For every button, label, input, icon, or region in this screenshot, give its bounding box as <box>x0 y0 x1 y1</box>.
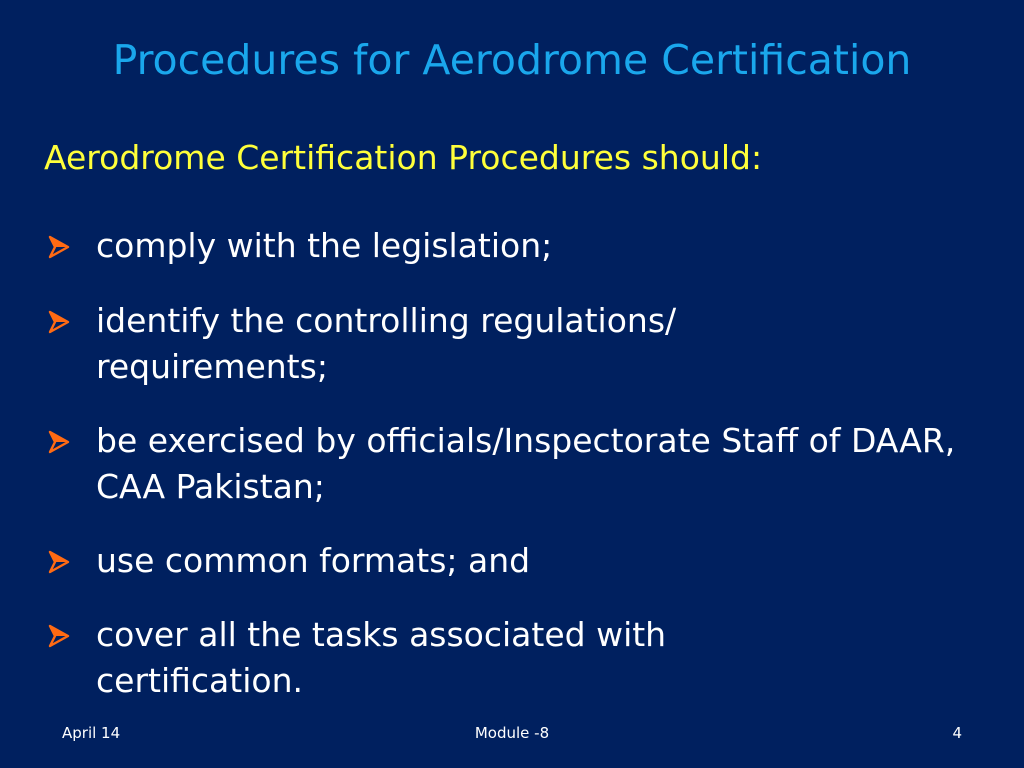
arrow-bullet-icon <box>48 310 70 334</box>
arrow-bullet-icon <box>48 624 70 648</box>
bullet-text: identify the controlling regulations/ requirements; <box>96 301 677 386</box>
footer-date: April 14 <box>62 724 121 742</box>
slide-subtitle: Aerodrome Certification Procedures should: <box>44 138 763 177</box>
bullet-text: comply with the legislation; <box>96 226 553 265</box>
arrow-bullet-icon <box>48 550 70 574</box>
bullet-text: use common formats; and <box>96 541 531 580</box>
slide-title: Procedures for Aerodrome Certification <box>112 36 912 84</box>
footer-page-number: 4 <box>952 724 962 742</box>
bullet-text: cover all the tasks associated with certification. <box>96 615 667 700</box>
arrow-bullet-icon <box>48 235 70 259</box>
bullet-text: be exercised by officials/Inspectorate Staff of DAAR, CAA Pakistan; <box>96 421 956 506</box>
arrow-bullet-icon <box>48 430 70 454</box>
footer-module: Module -8 <box>474 724 550 742</box>
